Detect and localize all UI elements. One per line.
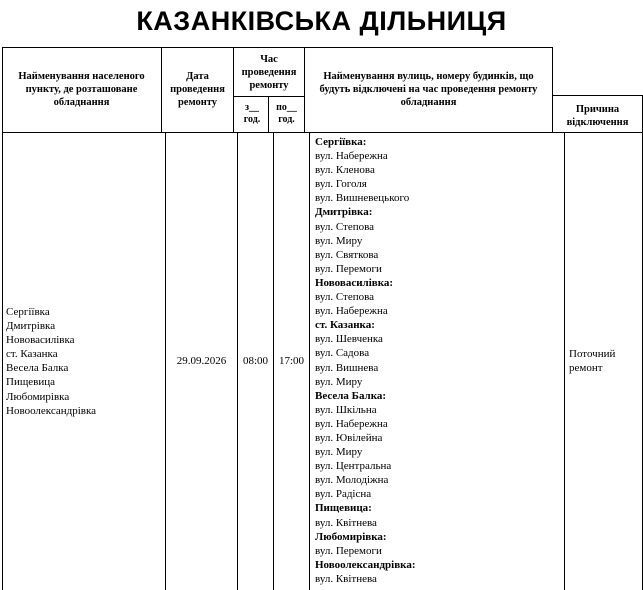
street-item: вул. Центральна <box>315 460 392 473</box>
time-from-cell: 08:00 <box>242 355 269 367</box>
street-item: вул. Перемоги <box>315 262 382 275</box>
street-item: вул. Ювілейна <box>315 431 383 444</box>
street-item: вул. Квітнева <box>315 516 377 529</box>
time-to-cell: 17:00 <box>278 355 305 367</box>
street-item: вул. Квітнева <box>315 572 377 585</box>
settlement-item: Сергіївка <box>6 306 50 318</box>
street-item: вул. Набережна <box>315 150 388 163</box>
settlement-item: Дмитрівка <box>6 320 56 333</box>
street-item: вул. Набережна <box>315 417 388 430</box>
street-item: вул. Степова <box>315 220 375 233</box>
settlement-item: Весела Балка <box>6 362 69 375</box>
header-reason: Причина відключення <box>566 104 629 128</box>
street-item: вул. Набережна <box>315 305 388 318</box>
header-date: Дата проведення ремонту <box>170 71 225 108</box>
village-heading: Нововасилівка: <box>315 276 394 289</box>
street-item: вул. Миру <box>315 375 363 388</box>
street-item: вул. Шевченка <box>315 333 383 346</box>
settlement-item: Новоолександрівка <box>6 404 97 417</box>
street-item: вул. Радісна <box>315 488 372 501</box>
street-item: вул. Святкова <box>315 248 379 261</box>
street-item: вул. Вишневецького <box>315 192 410 205</box>
streets-cell <box>315 135 551 586</box>
street-item: вул. Гоголя <box>315 178 367 191</box>
settlement-item: Любомирівка <box>6 390 70 403</box>
village-heading: Новоолександрівка: <box>315 558 416 571</box>
village-heading: Дмитрівка: <box>315 206 373 219</box>
street-item: вул. Вишнева <box>315 361 379 374</box>
street-item: вул. Шкільна <box>315 403 377 416</box>
street-item: вул. Кленова <box>315 164 375 177</box>
settlement-item: Нововасилівка <box>6 334 75 347</box>
village-heading: Весела Балка: <box>315 389 387 402</box>
header-streets: Найменування вулиць, номеру будинків, що будуть відключені на час проведення ремонту обладнання <box>319 71 538 108</box>
street-item: вул. Садова <box>315 347 370 360</box>
street-item: вул. Молодіжна <box>315 474 389 487</box>
header-from: з__ год. <box>243 102 261 125</box>
village-heading: ст. Казанка: <box>315 319 375 332</box>
village-heading: Любомирівка: <box>315 530 387 543</box>
header-settlement: Найменування населеного пункту, де розташоване обладнання <box>18 71 145 108</box>
village-heading: Пищевица: <box>315 502 372 515</box>
page-title: КАЗАНКІВСЬКА ДІЛЬНИЦЯ <box>136 6 507 36</box>
village-heading: Сергіївка: <box>315 136 367 148</box>
header-to: по__ год. <box>276 102 297 125</box>
settlements-cell <box>6 305 163 418</box>
street-item: вул. Перемоги <box>315 544 382 557</box>
date-cell: 29.09.2026 <box>176 355 227 367</box>
header-time: Час проведення ремонту <box>241 54 297 91</box>
reason-cell: Поточний ремонт <box>569 348 616 375</box>
street-item: вул. Степова <box>315 291 375 304</box>
street-item: вул. Миру <box>315 446 363 459</box>
street-item: вул. Миру <box>315 234 363 247</box>
settlement-item: ст. Казанка <box>6 348 58 361</box>
settlement-item: Пищевица <box>6 376 56 389</box>
